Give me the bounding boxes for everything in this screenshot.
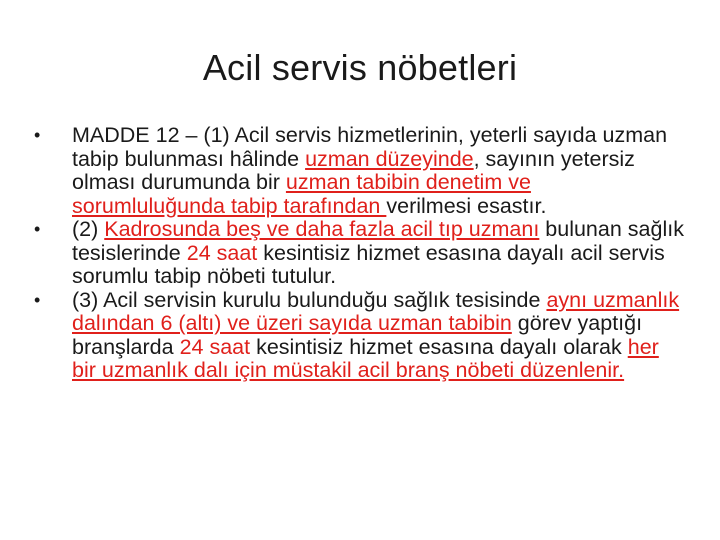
bullet-item-1	[34, 124, 684, 218]
bullet-item-3	[34, 289, 684, 383]
bullet-segment: verilmesi esastır.	[386, 193, 547, 218]
bullet-segment: kesintisiz hizmet esasına dayalı olarak	[250, 334, 628, 359]
bullet-segment: kesintisiz hizmet esasına dayalı acil servis sorumlu tabip nöbeti tutulur.	[72, 240, 665, 288]
bullet-segment-emphasis: 24 saat	[186, 240, 258, 265]
bullet-icon: •	[34, 125, 41, 145]
bullet-segment-highlight: aynı uzmanlık dalından 6 (altı) ve üzeri sayıda uzman tabibin	[72, 287, 680, 335]
bullet-segment-highlight: her bir uzmanlık dalı için müstakil acil branş nöbeti düzenlenir.	[72, 334, 659, 382]
bullet-list	[34, 124, 684, 383]
bullet-segment: MADDE 12 – (1) Acil servis hizmetlerinin, yeterli sayıda uzman tabip bulunması hâlinde	[72, 123, 668, 171]
bullet-segment: (2)	[72, 217, 105, 241]
bullet-item-2	[34, 218, 684, 289]
bullet-segment: , sayının yetersiz olması durumunda bir	[72, 146, 635, 194]
slide-title: Acil servis nöbetleri	[202, 47, 518, 88]
bullet-icon: •	[34, 219, 41, 239]
bullet-segment: görev yaptığı branşlarda	[72, 311, 643, 359]
bullet-icon: •	[34, 289, 41, 310]
bullet-segment: bulunan sağlık tesislerinde	[72, 217, 684, 265]
bullet-segment-highlight: uzman tabibin denetim ve sorumluluğunda tabip tarafından	[72, 170, 531, 218]
bullet-segment-highlight: uzman düzeyinde	[305, 146, 474, 171]
bullet-segment-emphasis: 24 saat	[179, 334, 251, 359]
bullet-segment: (3) Acil servisin kurulu bulunduğu sağlık tesisinde	[72, 287, 547, 312]
bullet-segment-highlight: Kadrosunda beş ve daha fazla acil tıp uzmanı	[104, 217, 540, 241]
